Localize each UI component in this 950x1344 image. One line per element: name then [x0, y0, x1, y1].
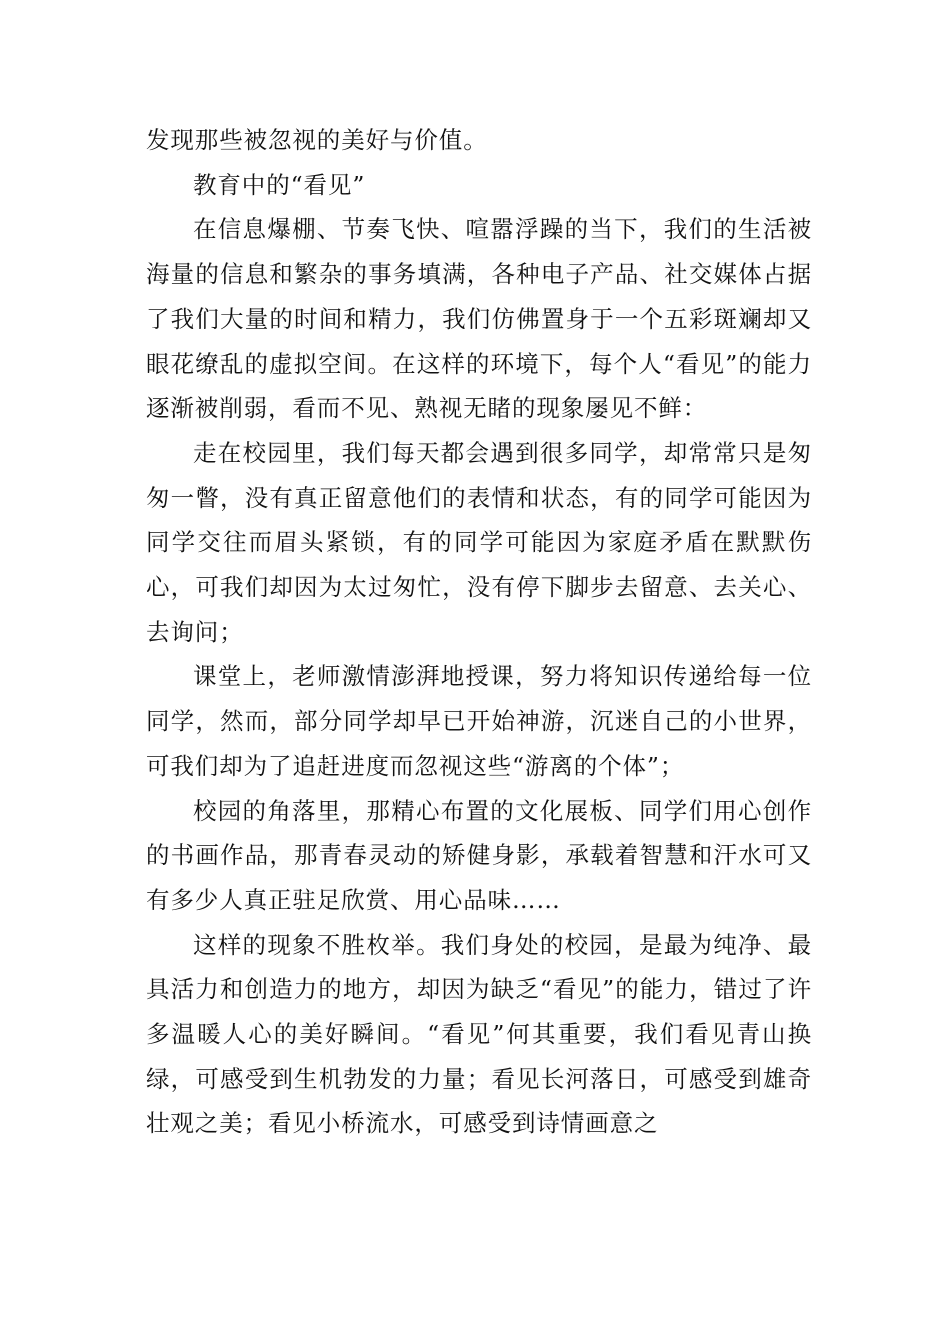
paragraph: 这样的现象不胜枚举。我们身处的校园，是最为纯净、最具活力和创造力的地方，却因为缺乏“看见”的能力，错过了许多温暖人心的美好瞬间。“看见”何其重要，我们看见青山换绿，可感受到生机勃发的力量；看见长河落日，可感受到雄奇壮观之美；看见小桥流水，可感受到诗情画意之 — [146, 930, 812, 1138]
section-heading: 教育中的“看见” — [193, 170, 366, 199]
paragraph: 在信息爆棚、节奏飞快、喧嚣浮躁的当下，我们的生活被海量的信息和繁杂的事务填满，各种电子产品、社交媒体占据了我们大量的时间和精力，我们仿佛置身于一个五彩斑斓却又眼花缭乱的虚拟空间。在这样的环境下，每个人“看见”的能力逐渐被削弱，看而不见、熟视无睹的现象屡见不鲜： — [146, 215, 812, 423]
paragraph: 走在校园里，我们每天都会遇到很多同学，却常常只是匆匆一瞥，没有真正留意他们的表情和状态，有的同学可能因为同学交往而眉头紧锁，有的同学可能因为家庭矛盾在默默伤心，可我们却因为太过匆忙，没有停下脚步去留意、去关心、去询问； — [146, 438, 812, 646]
paragraph: 校园的角落里，那精心布置的文化展板、同学们用心创作的书画作品，那青春灵动的矫健身影，承载着智慧和汗水可又有多少人真正驻足欣赏、用心品味…… — [146, 796, 812, 914]
article-body — [146, 118, 812, 1146]
paragraph-continuation: 发现那些被忽视的美好与价值。 — [146, 126, 488, 154]
paragraph: 课堂上，老师激情澎湃地授课，努力将知识传递给每一位同学，然而，部分同学却早已开始神游，沉迷自己的小世界，可我们却为了追赶进度而忽视这些“游离的个体”； — [146, 662, 812, 780]
